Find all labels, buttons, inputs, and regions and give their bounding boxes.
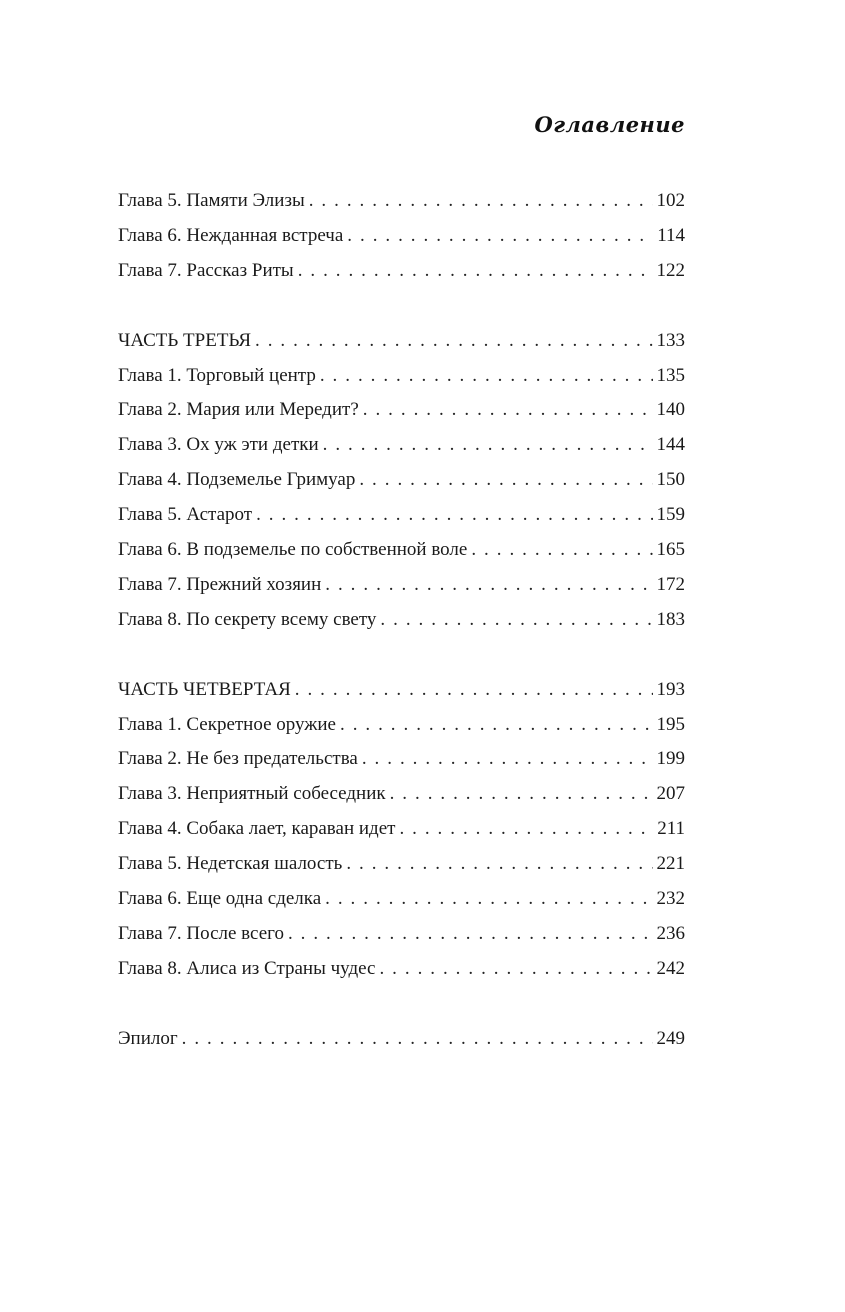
toc-entry-title: Глава 2. Не без предательства — [118, 748, 358, 770]
dot-leader — [298, 254, 653, 289]
toc-entry-title: Глава 4. Подземелье Гримуар — [118, 469, 356, 491]
toc-entry[interactable] — [118, 708, 685, 743]
dot-leader — [379, 952, 652, 987]
toc-entry[interactable] — [118, 777, 685, 812]
toc-entry-page: 232 — [656, 888, 685, 910]
toc-entry-page: 122 — [656, 259, 685, 281]
toc-entry-page: 183 — [656, 608, 685, 630]
dot-leader — [182, 1022, 653, 1057]
table-of-contents — [118, 184, 685, 1092]
dot-leader — [359, 463, 652, 498]
toc-group-part-four — [118, 673, 685, 987]
toc-group-part-three — [118, 324, 685, 638]
page-title: Оглавление — [534, 112, 685, 137]
toc-entry-page: 236 — [656, 922, 685, 944]
toc-group-part-two-end — [118, 184, 685, 289]
toc-entry-page: 140 — [656, 399, 685, 421]
toc-entry[interactable] — [118, 184, 685, 219]
toc-entry[interactable] — [118, 393, 685, 428]
toc-entry-title: Глава 5. Астарот — [118, 504, 253, 526]
toc-entry-title: Глава 6. В подземелье по собственной воле — [118, 539, 468, 561]
toc-entry-page: 135 — [656, 364, 685, 386]
toc-entry-page: 172 — [656, 573, 685, 595]
dot-leader — [340, 708, 653, 743]
toc-entry-title: Глава 2. Мария или Мередит? — [118, 399, 359, 421]
toc-entry-title: Глава 4. Собака лает, караван идет — [118, 818, 396, 840]
dot-leader — [325, 882, 652, 917]
toc-entry-title: Глава 1. Секретное оружие — [118, 713, 336, 735]
toc-entry[interactable] — [118, 359, 685, 394]
toc-entry-title: Глава 8. По секрету всему свету — [118, 608, 377, 630]
toc-entry-page: 242 — [656, 957, 685, 979]
toc-entry-page: 193 — [656, 678, 685, 700]
toc-entry-page: 159 — [656, 504, 685, 526]
toc-entry[interactable] — [118, 324, 685, 359]
dot-leader — [362, 742, 653, 777]
toc-entry-title: Глава 7. Прежний хозяин — [118, 573, 322, 595]
toc-entry-page: 249 — [656, 1027, 685, 1049]
toc-entry-page: 114 — [657, 224, 685, 246]
toc-entry[interactable] — [118, 533, 685, 568]
toc-entry[interactable] — [118, 428, 685, 463]
dot-leader — [325, 568, 652, 603]
dot-leader — [363, 393, 653, 428]
toc-entry-page: 144 — [656, 434, 685, 456]
toc-entry[interactable] — [118, 952, 685, 987]
toc-entry-title: ЧАСТЬ ТРЕТЬЯ — [118, 329, 252, 351]
toc-entry-page: 207 — [656, 783, 685, 805]
toc-entry[interactable] — [118, 1022, 685, 1057]
toc-entry[interactable] — [118, 603, 685, 638]
toc-entry-page: 195 — [656, 713, 685, 735]
toc-group-epilogue — [118, 1022, 685, 1057]
toc-entry-title: Эпилог — [118, 1027, 178, 1049]
toc-entry[interactable] — [118, 219, 685, 254]
dot-leader — [309, 184, 653, 219]
dot-leader — [320, 359, 653, 394]
dot-leader — [471, 533, 652, 568]
dot-leader — [399, 812, 653, 847]
dot-leader — [323, 428, 653, 463]
toc-entry[interactable] — [118, 498, 685, 533]
toc-entry[interactable] — [118, 254, 685, 289]
toc-entry[interactable] — [118, 812, 685, 847]
toc-entry-title: Глава 3. Ох уж эти детки — [118, 434, 319, 456]
toc-entry-title: Глава 1. Торговый центр — [118, 364, 316, 386]
dot-leader — [346, 847, 652, 882]
toc-entry-title: Глава 3. Неприятный собеседник — [118, 783, 386, 805]
dot-leader — [347, 219, 653, 254]
toc-entry[interactable] — [118, 742, 685, 777]
dot-leader — [380, 603, 652, 638]
toc-entry[interactable] — [118, 882, 685, 917]
toc-entry-page: 199 — [656, 748, 685, 770]
toc-entry-title: Глава 6. Нежданная встреча — [118, 224, 344, 246]
toc-entry[interactable] — [118, 917, 685, 952]
toc-entry[interactable] — [118, 463, 685, 498]
dot-leader — [255, 324, 652, 359]
toc-entry-page: 221 — [656, 853, 685, 875]
toc-entry-title: ЧАСТЬ ЧЕТВЕРТАЯ — [118, 678, 291, 700]
dot-leader — [295, 673, 653, 708]
toc-entry[interactable] — [118, 847, 685, 882]
toc-entry-page: 211 — [657, 818, 685, 840]
dot-leader — [288, 917, 653, 952]
toc-entry-title: Глава 5. Памяти Элизы — [118, 190, 305, 211]
toc-entry-title: Глава 7. Рассказ Риты — [118, 259, 294, 281]
toc-entry-page: 165 — [656, 539, 685, 561]
toc-entry-title: Глава 8. Алиса из Страны чудес — [118, 957, 376, 979]
toc-entry-page: 150 — [656, 469, 685, 491]
toc-entry-page: 133 — [656, 329, 685, 351]
dot-leader — [256, 498, 652, 533]
toc-entry[interactable] — [118, 673, 685, 708]
toc-entry-title: Глава 7. После всего — [118, 922, 284, 944]
toc-entry-page: 102 — [656, 190, 685, 211]
toc-entry-title: Глава 6. Еще одна сделка — [118, 888, 322, 910]
dot-leader — [390, 777, 653, 812]
toc-entry-title: Глава 5. Недетская шалость — [118, 853, 343, 875]
toc-entry[interactable] — [118, 568, 685, 603]
